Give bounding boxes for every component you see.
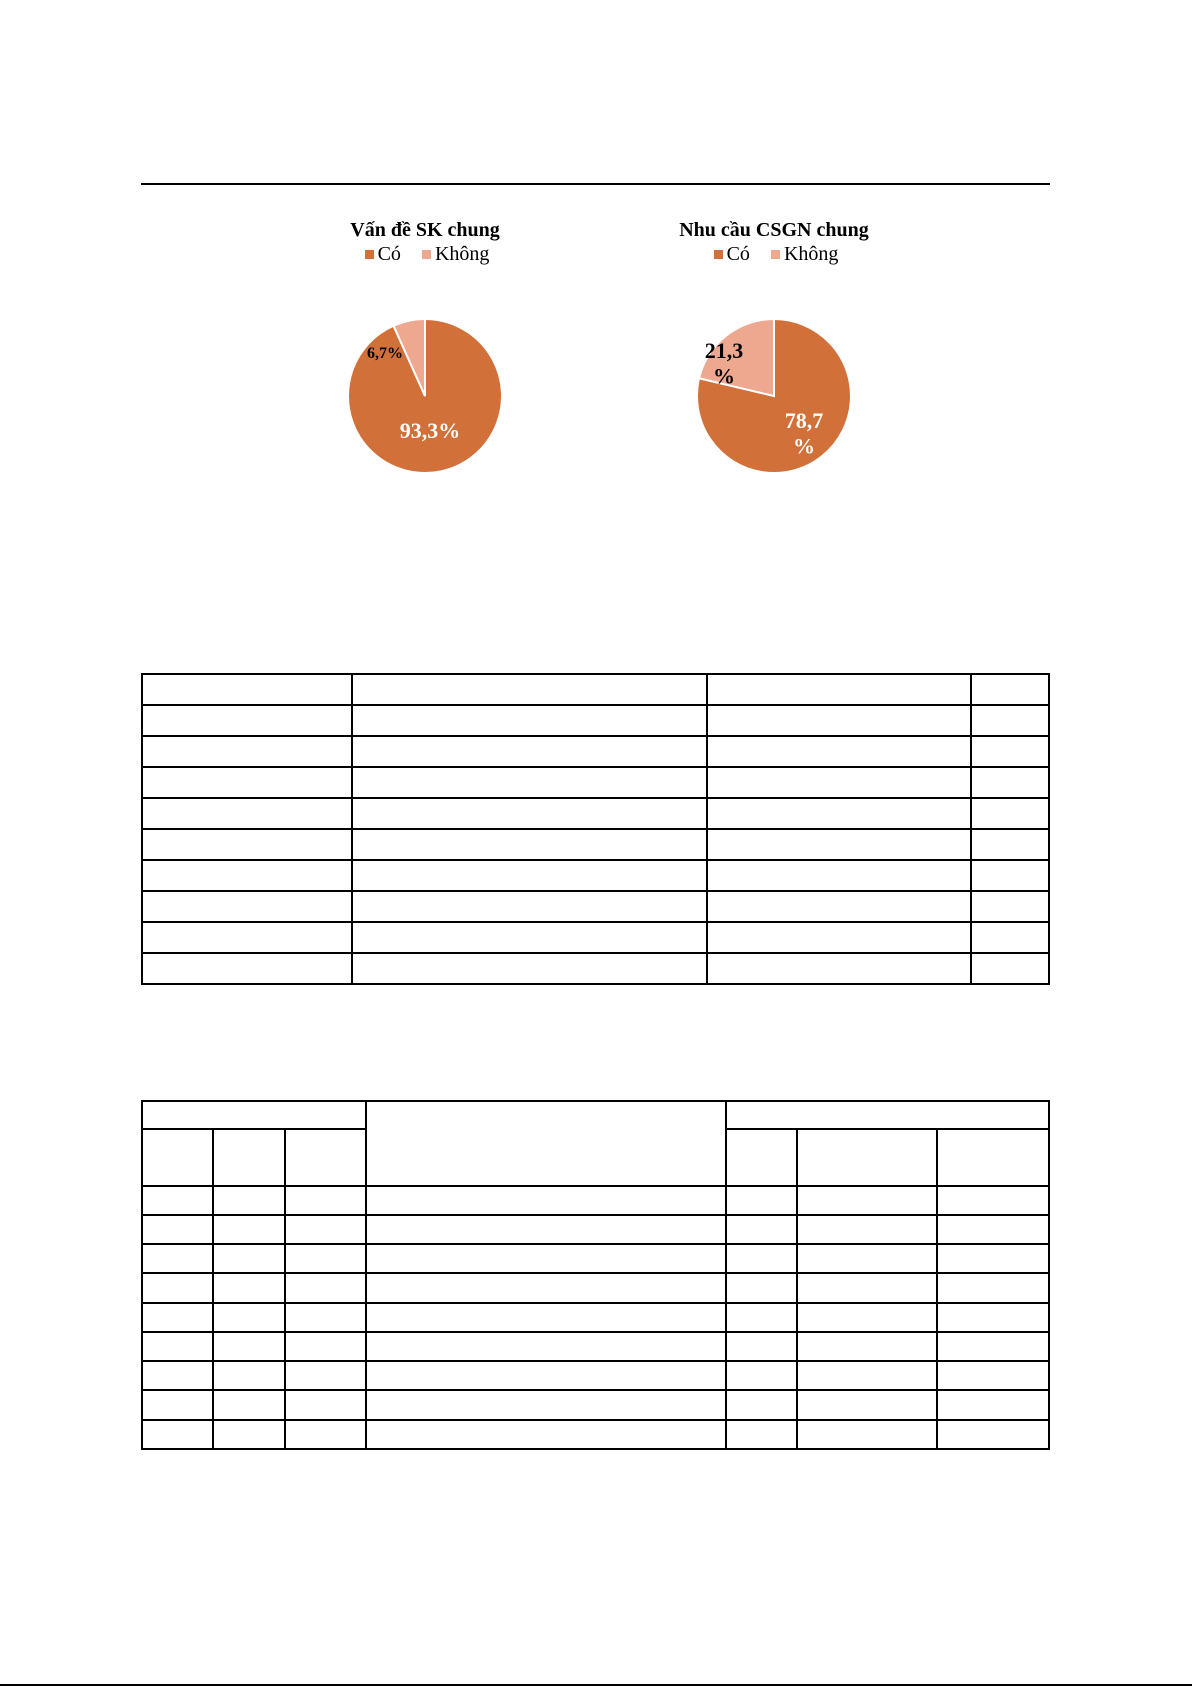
table-1 xyxy=(141,673,1050,985)
legend-swatch-icon xyxy=(771,250,780,259)
table-cell xyxy=(797,1303,938,1332)
table-row xyxy=(142,860,1049,891)
table-cell xyxy=(707,860,971,891)
table-cell xyxy=(707,891,971,922)
table-cell xyxy=(213,1390,285,1419)
chart-title: Nhu cầu CSGN chung xyxy=(679,219,869,241)
table-cell xyxy=(352,860,707,891)
pie-chart-health-issues xyxy=(305,218,545,488)
table-cell xyxy=(726,1361,797,1390)
legend-item-yes xyxy=(710,243,750,265)
pie-data-label: 6,7% xyxy=(367,345,403,362)
table-cell xyxy=(971,953,1049,984)
table-cell xyxy=(285,1332,367,1361)
table-cell xyxy=(366,1303,725,1332)
table-cell xyxy=(352,829,707,860)
table-cell xyxy=(726,1273,797,1302)
table-cell xyxy=(971,798,1049,829)
table-cell xyxy=(285,1361,367,1390)
table-cell xyxy=(142,1273,213,1302)
table-cell xyxy=(213,1273,285,1302)
table-cell xyxy=(142,1215,213,1244)
table-cell xyxy=(285,1390,367,1419)
table-cell xyxy=(366,1390,725,1419)
table-row xyxy=(142,1273,1049,1302)
table-row xyxy=(142,891,1049,922)
table-cell xyxy=(971,705,1049,736)
table-cell xyxy=(285,1273,367,1302)
table-cell xyxy=(726,1420,797,1449)
table-cell xyxy=(726,1332,797,1361)
table-cell xyxy=(142,829,352,860)
table-cell xyxy=(142,953,352,984)
header-cell xyxy=(937,1129,1049,1185)
header-cell xyxy=(285,1129,367,1185)
chart-title: Vấn đề SK chung xyxy=(350,219,500,241)
table-cell xyxy=(937,1244,1049,1273)
table-cell xyxy=(937,1186,1049,1215)
legend-item-yes xyxy=(361,243,401,265)
table-cell xyxy=(707,922,971,953)
legend-swatch-icon xyxy=(422,250,431,259)
table-row xyxy=(142,1186,1049,1215)
table-cell xyxy=(937,1420,1049,1449)
table-cell xyxy=(366,1332,725,1361)
table-cell xyxy=(797,1420,938,1449)
legend-item-no xyxy=(418,243,489,265)
table-cell xyxy=(707,736,971,767)
table-header-row xyxy=(142,1101,1049,1129)
table-cell xyxy=(797,1186,938,1215)
table-cell xyxy=(797,1332,938,1361)
table-cell xyxy=(971,736,1049,767)
table-cell xyxy=(285,1215,367,1244)
legend-swatch-icon xyxy=(365,250,374,259)
table-cell xyxy=(142,860,352,891)
table-cell xyxy=(352,798,707,829)
table-cell xyxy=(142,1303,213,1332)
table-row xyxy=(142,705,1049,736)
table-cell xyxy=(142,767,352,798)
table-cell xyxy=(366,1215,725,1244)
table-row xyxy=(142,1390,1049,1419)
legend-item-no xyxy=(767,243,838,265)
table-row xyxy=(142,798,1049,829)
table-cell xyxy=(352,891,707,922)
table-row xyxy=(142,674,1049,705)
table-cell xyxy=(707,674,971,705)
table-row xyxy=(142,829,1049,860)
table-2 xyxy=(141,1100,1050,1450)
legend-label: Không xyxy=(783,243,839,265)
pie-plot xyxy=(305,308,545,488)
table-row xyxy=(142,1303,1049,1332)
table-cell xyxy=(142,1390,213,1419)
table-cell xyxy=(142,674,352,705)
table-cell xyxy=(937,1361,1049,1390)
table-cell xyxy=(352,953,707,984)
table-cell xyxy=(797,1390,938,1419)
table-cell xyxy=(285,1420,367,1449)
chart-legend xyxy=(305,242,545,266)
table-cell xyxy=(726,1186,797,1215)
table-cell xyxy=(352,922,707,953)
table-cell xyxy=(937,1332,1049,1361)
table-row xyxy=(142,1361,1049,1390)
table-cell xyxy=(142,798,352,829)
table-cell xyxy=(213,1361,285,1390)
header-cell xyxy=(797,1129,938,1185)
table-row xyxy=(142,922,1049,953)
table-row xyxy=(142,1244,1049,1273)
table-cell xyxy=(726,1303,797,1332)
table-cell xyxy=(213,1332,285,1361)
table-cell xyxy=(213,1420,285,1449)
table-cell xyxy=(366,1244,725,1273)
header-cell xyxy=(726,1129,797,1185)
table-cell xyxy=(213,1215,285,1244)
table-cell xyxy=(352,705,707,736)
table-cell xyxy=(971,891,1049,922)
chart-legend xyxy=(654,242,894,266)
table-cell xyxy=(285,1303,367,1332)
pie-data-label: 93,3% xyxy=(399,418,461,443)
table-cell xyxy=(366,1186,725,1215)
table-cell xyxy=(142,1244,213,1273)
table-cell xyxy=(971,674,1049,705)
table-cell xyxy=(797,1244,938,1273)
pie-data-label: 21,3 % xyxy=(704,338,744,389)
table-row xyxy=(142,767,1049,798)
table-cell xyxy=(971,829,1049,860)
legend-swatch-icon xyxy=(714,250,723,259)
table-cell xyxy=(726,1244,797,1273)
table-cell xyxy=(142,922,352,953)
table-cell xyxy=(726,1390,797,1419)
legend-label: Có xyxy=(377,243,401,265)
table-cell xyxy=(937,1273,1049,1302)
table-cell xyxy=(707,767,971,798)
table-cell xyxy=(937,1390,1049,1419)
table-cell xyxy=(937,1303,1049,1332)
table-row xyxy=(142,1332,1049,1361)
table-cell xyxy=(797,1215,938,1244)
legend-label: Không xyxy=(434,243,490,265)
table-row xyxy=(142,736,1049,767)
table-row xyxy=(142,1420,1049,1449)
table-cell xyxy=(726,1215,797,1244)
table-cell xyxy=(707,798,971,829)
table-row xyxy=(142,1215,1049,1244)
header-cell xyxy=(366,1101,725,1186)
table-cell xyxy=(707,953,971,984)
table-cell xyxy=(971,767,1049,798)
pie-data-label: 78,7 % xyxy=(784,408,824,459)
table-cell xyxy=(213,1186,285,1215)
table-cell xyxy=(797,1273,938,1302)
header-cell xyxy=(142,1101,366,1129)
table-cell xyxy=(142,1332,213,1361)
header-cell xyxy=(213,1129,285,1185)
table-cell xyxy=(213,1303,285,1332)
table-cell xyxy=(142,736,352,767)
table-cell xyxy=(285,1244,367,1273)
table-cell xyxy=(707,829,971,860)
table-cell xyxy=(213,1244,285,1273)
table-cell xyxy=(352,767,707,798)
table-cell xyxy=(797,1361,938,1390)
table-cell xyxy=(366,1361,725,1390)
table-cell xyxy=(366,1420,725,1449)
legend-label: Có xyxy=(726,243,750,265)
table-cell xyxy=(142,891,352,922)
pie-chart-care-needs xyxy=(654,218,894,488)
table-cell xyxy=(142,1186,213,1215)
table-cell xyxy=(971,860,1049,891)
table-row xyxy=(142,953,1049,984)
table-cell xyxy=(285,1186,367,1215)
table-cell xyxy=(366,1273,725,1302)
table-cell xyxy=(142,1420,213,1449)
table-cell xyxy=(352,674,707,705)
pie-plot xyxy=(654,308,894,488)
table-cell xyxy=(142,705,352,736)
table-cell xyxy=(707,705,971,736)
header-rule xyxy=(141,183,1050,185)
table-cell xyxy=(971,922,1049,953)
header-cell xyxy=(726,1101,1049,1129)
table-cell xyxy=(937,1215,1049,1244)
table-cell xyxy=(352,736,707,767)
header-cell xyxy=(142,1129,213,1185)
table-cell xyxy=(142,1361,213,1390)
